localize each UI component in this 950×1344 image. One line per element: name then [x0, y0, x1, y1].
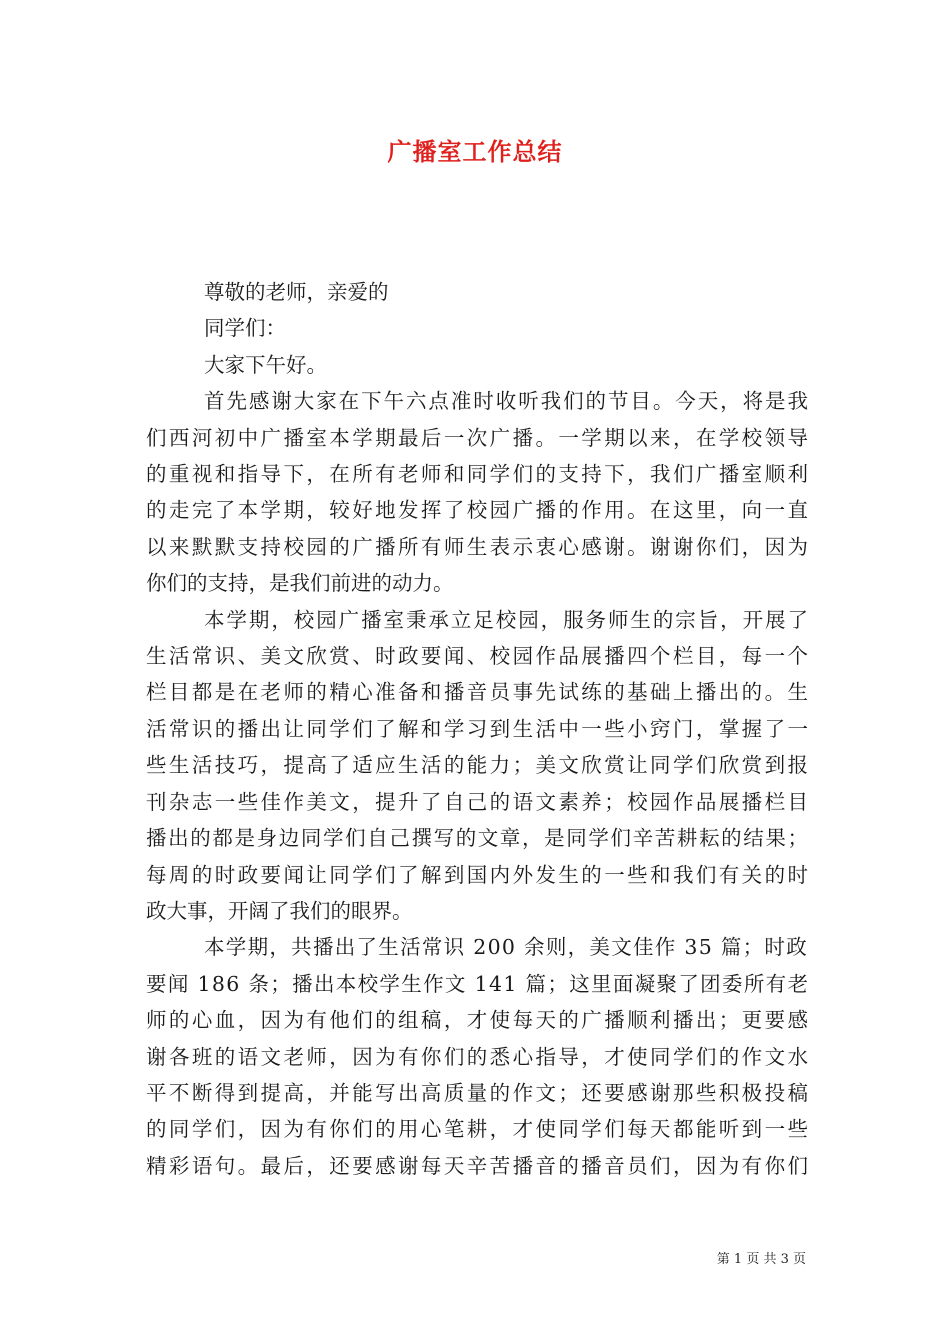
text-line: 的走完了本学期，较好地发挥了校园广播的作用。在这里，向一直 [146, 498, 811, 523]
text-line: 些生活技巧，提高了适应生活的能力；美文欣赏让同学们欣赏到报 [146, 753, 811, 778]
document-title: 广播室工作总结 [387, 138, 563, 166]
text-line: 本学期，校园广播室秉承立足校园，服务师生的宗旨，开展了 [204, 607, 810, 632]
text-line: 同学们： [204, 316, 286, 341]
text-line: 政大事，开阔了我们的眼界。 [146, 898, 413, 923]
text-line: 尊敬的老师，亲爱的 [204, 280, 389, 304]
text-line: 你们的支持，是我们前进的动力。 [146, 571, 454, 596]
text-line: 精彩语句。最后，还要感谢每天辛苦播音的播音员们，因为有你们 [146, 1153, 811, 1178]
text-line: 们西河初中广播室本学期最后一次广播。一学期以来，在学校领导 [146, 425, 811, 450]
text-line: 要闻 186 条；播出本校学生作文 141 篇；这里面凝聚了团委所有老 [146, 971, 810, 996]
document-body [146, 274, 811, 1184]
text-line: 的同学们，因为有你们的用心笔耕，才使同学们每天都能听到一些 [146, 1117, 811, 1142]
text-line: 活常识的播出让同学们了解和学习到生活中一些小窍门，掌握了一 [146, 716, 811, 741]
text-line: 播出的都是身边同学们自己撰写的文章，是同学们辛苦耕耘的结果； [146, 826, 810, 851]
text-line: 本学期，共播出了生活常识 200 余则，美文佳作 35 篇；时政 [204, 935, 808, 960]
text-line: 以来默默支持校园的广播所有师生表示衷心感谢。谢谢你们，因为 [146, 534, 811, 559]
text-line: 首先感谢大家在下午六点准时收听我们的节目。今天，将是我 [204, 389, 810, 414]
text-line: 师的心血，因为有他们的组稿，才使每天的广播顺利播出；更要感 [146, 1008, 811, 1033]
text-line: 谢各班的语文老师，因为有你们的悉心指导，才使同学们的作文水 [146, 1044, 811, 1069]
text-line: 栏目都是在老师的精心准备和播音员事先试练的基础上播出的。生 [146, 680, 811, 705]
text-line: 每周的时政要闻让同学们了解到国内外发生的一些和我们有关的时 [146, 862, 811, 887]
page-footer: 第 1 页 共 3 页 [716, 1252, 806, 1267]
text-line: 的重视和指导下，在所有老师和同学们的支持下，我们广播室顺利 [146, 462, 811, 487]
text-line: 刊杂志一些佳作美文，提升了自己的语文素养；校园作品展播栏目 [146, 789, 811, 814]
text-line: 生活常识、美文欣赏、时政要闻、校园作品展播四个栏目，每一个 [146, 644, 811, 669]
text-line: 平不断得到提高，并能写出高质量的作文；还要感谢那些积极投稿 [146, 1080, 811, 1105]
text-line: 大家下午好。 [204, 352, 327, 377]
